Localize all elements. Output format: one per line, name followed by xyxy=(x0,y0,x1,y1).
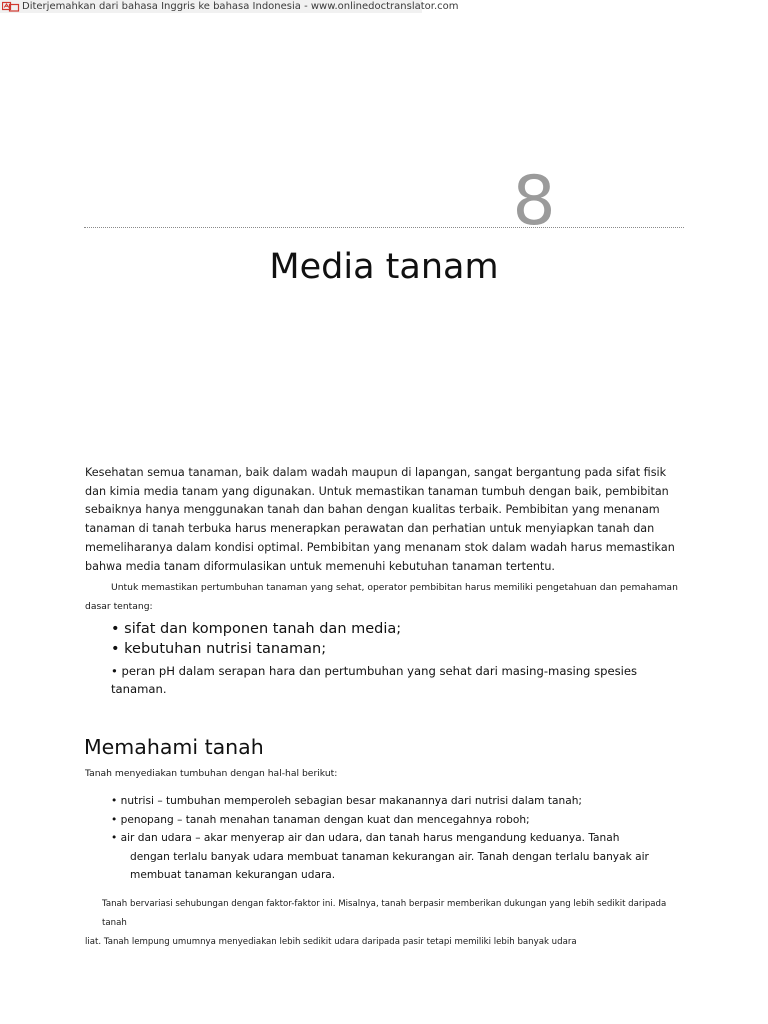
list-item: • peran pH dalam serapan hara dan pertumbuhan yang sehat dari masing-masing spesies tanaman. xyxy=(111,664,638,696)
translator-banner[interactable] xyxy=(0,0,459,13)
knowledge-paragraph-line-1: Untuk memastikan pertumbuhan tanaman yang sehat, operator pembibitan harus memiliki pengetahuan dan pemahaman xyxy=(111,582,678,593)
closing-paragraph xyxy=(85,895,685,952)
list-item-line: membuat tanaman kekurangan udara. xyxy=(130,869,336,882)
list-item-line: • air dan udara – akar menyerap air dan udara, dan tanah harus mengandung keduanya. Tanah xyxy=(111,832,620,845)
chapter-number: 8 xyxy=(512,162,556,241)
list-item: • nutrisi – tumbuhan memperoleh sebagian besar makanannya dari nutrisi dalam tanah; xyxy=(111,795,583,807)
section-heading: Memahami tanah xyxy=(84,735,264,759)
intro-paragraph: Kesehatan semua tanaman, baik dalam wadah maupun di lapangan, sangat bergantung pada sifat fisik dan kimia media tanam yang digunakan. Untuk memastikan tanaman tumbuh dengan baik, pembibitan sebaiknya hanya menggunakan tanah dan bahan dengan kualitas terbaik. Pembibitan yang menanam tanaman di tanah terbuka harus menerapkan perawatan dan perhatian untuk menyiapkan tanah dan memeliharanya dalam kondisi optimal. Pembibitan yang menanam stok dalam wadah harus memastikan bahwa media tanam diformulasikan untuk memenuhi kebutuhan tanaman tertentu. xyxy=(85,466,675,573)
chapter-divider xyxy=(84,227,684,228)
section-intro: Tanah menyediakan tumbuhan dengan hal-hal berikut: xyxy=(85,768,338,779)
list-item-line: dengan terlalu banyak udara membuat tanaman kekurangan air. Tanah dengan terlalu banyak air xyxy=(130,850,649,863)
translator-logo-icon xyxy=(2,1,20,12)
knowledge-paragraph-line-2: dasar tentang: xyxy=(85,601,153,612)
knowledge-bullet-list xyxy=(111,620,671,698)
list-item: • kebutuhan nutrisi tanaman; xyxy=(111,640,327,657)
list-item: • penopang – tanah menahan tanaman dengan kuat dan mencegahnya roboh; xyxy=(111,813,530,826)
closing-paragraph-line-2: liat. Tanah lempung umumnya menyediakan lebih sedikit udara daripada pasir tetapi memiliki lebih banyak udara xyxy=(85,937,577,947)
list-item: • sifat dan komponen tanah dan media; xyxy=(111,621,402,637)
list-item xyxy=(111,829,671,885)
soil-function-list xyxy=(111,792,671,885)
translator-banner-link[interactable]: Diterjemahkan dari bahasa Inggris ke bahasa Indonesia - www.onlinedoctranslator.com xyxy=(22,0,459,12)
knowledge-paragraph xyxy=(85,578,685,616)
closing-paragraph-line-1: Tanah bervariasi sehubungan dengan faktor-faktor ini. Misalnya, tanah berpasir memberikan dukungan yang lebih sedikit daripada tanah xyxy=(102,899,667,928)
chapter-title: Media tanam xyxy=(269,247,499,287)
